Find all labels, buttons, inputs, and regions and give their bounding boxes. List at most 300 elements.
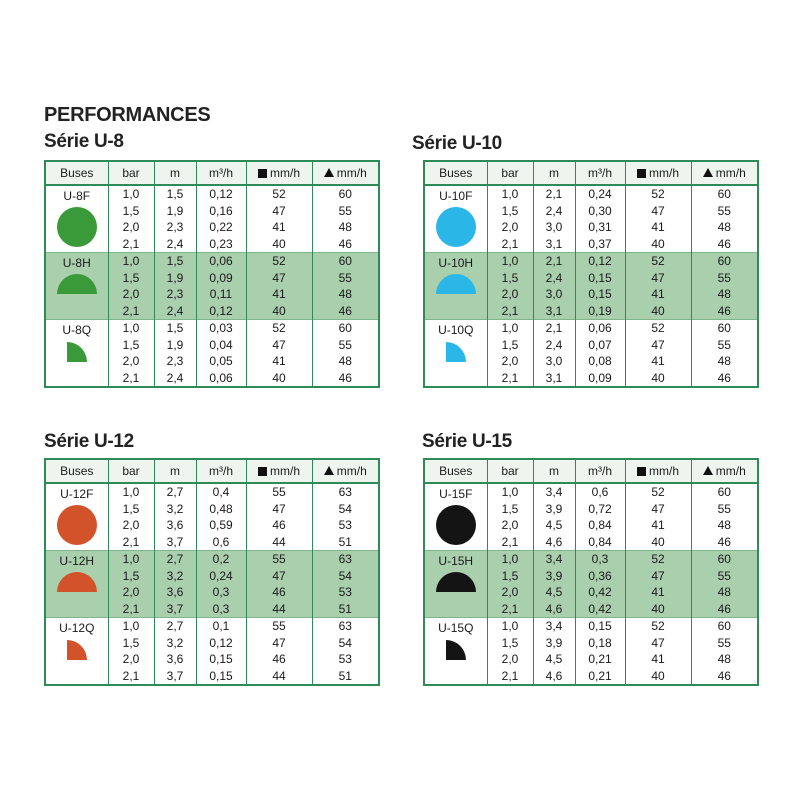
- table-cell: 60: [312, 320, 378, 337]
- table-cell: 52: [625, 618, 691, 635]
- nozzle-label: U-15F: [439, 487, 473, 501]
- table-cell: 55: [312, 337, 378, 354]
- column-header-label: mm/h: [336, 166, 367, 180]
- table-cell: 1,5: [487, 568, 533, 585]
- table-cell: 1,9: [154, 337, 196, 354]
- column-header: [425, 460, 487, 483]
- table-cell: 1,5: [154, 185, 196, 203]
- column-header: [425, 162, 487, 185]
- table-cell: 0,15: [196, 668, 246, 685]
- performance-table: [425, 162, 757, 386]
- nozzle-group: [46, 483, 378, 551]
- column-header-label: bar: [122, 166, 140, 180]
- table-cell: 3,9: [533, 568, 575, 585]
- table-cell: 41: [246, 353, 312, 370]
- table-cell: 0,06: [196, 370, 246, 387]
- table-cell: 1,5: [154, 320, 196, 337]
- performance-table: [46, 162, 378, 386]
- table-cell: 1,5: [487, 337, 533, 354]
- table-cell: 44: [246, 601, 312, 618]
- nozzle-cell: [46, 483, 108, 551]
- table-cell: 0,15: [196, 651, 246, 668]
- column-header-label: mm/h: [715, 166, 746, 180]
- nozzle-label: U-8Q: [62, 323, 92, 337]
- column-header: [196, 162, 246, 185]
- column-header: [46, 460, 108, 483]
- table-cell: 2,0: [487, 584, 533, 601]
- table-cell: 2,0: [108, 651, 154, 668]
- table-cell: 0,21: [575, 651, 625, 668]
- half-circle-nozzle-icon: [55, 571, 99, 593]
- column-header: [625, 162, 691, 185]
- table-row: [425, 618, 757, 635]
- table-cell: 2,3: [154, 286, 196, 303]
- table-cell: 2,1: [487, 601, 533, 618]
- table-cell: 2,0: [108, 286, 154, 303]
- table-cell: 46: [691, 370, 757, 387]
- table-cell: 47: [625, 501, 691, 518]
- table-cell: 3,4: [533, 618, 575, 635]
- table-cell: 1,0: [487, 483, 533, 501]
- table-cell: 54: [312, 501, 378, 518]
- table-cell: 0,05: [196, 353, 246, 370]
- table-cell: 3,7: [154, 534, 196, 551]
- table-row: [46, 618, 378, 635]
- column-header-label: m: [170, 166, 180, 180]
- column-header: [154, 460, 196, 483]
- table-cell: 0,2: [196, 551, 246, 568]
- half-circle-nozzle-icon: [434, 571, 478, 593]
- table-cell: 60: [691, 185, 757, 203]
- table-cell: 60: [691, 320, 757, 337]
- table-cell: 47: [625, 635, 691, 652]
- table-cell: 46: [691, 236, 757, 253]
- nozzle-group: [425, 253, 757, 320]
- table-cell: 0,59: [196, 517, 246, 534]
- nozzle-label: U-8F: [63, 189, 91, 203]
- table-cell: 1,0: [108, 253, 154, 270]
- table-cell: 0,06: [575, 320, 625, 337]
- table-cell: 3,0: [533, 219, 575, 236]
- table-cell: 3,6: [154, 517, 196, 534]
- table-cell: 48: [691, 286, 757, 303]
- series-title-u12: Série U-12: [44, 431, 134, 452]
- nozzle-cell: [425, 618, 487, 685]
- nozzle-cell: [46, 551, 108, 618]
- table-cell: 0,30: [575, 203, 625, 220]
- table-cell: 2,1: [108, 370, 154, 387]
- nozzle-cell: [425, 551, 487, 618]
- table-cell: 3,9: [533, 635, 575, 652]
- table-cell: 48: [312, 353, 378, 370]
- table-cell: 55: [312, 270, 378, 287]
- table-cell: 1,5: [108, 501, 154, 518]
- table-cell: 0,6: [196, 534, 246, 551]
- table-cell: 47: [246, 203, 312, 220]
- full-circle-nozzle-icon: [56, 504, 98, 546]
- table-cell: 41: [625, 286, 691, 303]
- table-cell: 40: [625, 668, 691, 685]
- triangle-icon: [703, 466, 713, 475]
- column-header: [46, 162, 108, 185]
- table-cell: 52: [625, 253, 691, 270]
- table-cell: 51: [312, 668, 378, 685]
- table-cell: 0,11: [196, 286, 246, 303]
- header-row: [46, 460, 378, 483]
- nozzle-cell: [425, 320, 487, 387]
- table-cell: 2,4: [533, 337, 575, 354]
- table-cell: 2,4: [533, 270, 575, 287]
- table-cell: 55: [691, 337, 757, 354]
- table-cell: 47: [625, 568, 691, 585]
- series-title-u10: Série U-10: [412, 133, 502, 154]
- nozzle-group: [425, 618, 757, 685]
- table-cell: 3,1: [533, 303, 575, 320]
- nozzle-label: U-12H: [59, 554, 95, 568]
- table-cell: 46: [312, 370, 378, 387]
- table-cell: 47: [625, 203, 691, 220]
- half-circle-nozzle-icon: [434, 273, 478, 295]
- table-cell: 1,0: [487, 253, 533, 270]
- triangle-icon: [703, 168, 713, 177]
- table-cell: 2,7: [154, 618, 196, 635]
- table-cell: 0,16: [196, 203, 246, 220]
- table-cell: 1,5: [487, 203, 533, 220]
- column-header-label: m: [549, 464, 559, 478]
- table-cell: 4,6: [533, 668, 575, 685]
- table-cell: 48: [691, 651, 757, 668]
- header-row: [46, 162, 378, 185]
- table-cell: 2,1: [108, 534, 154, 551]
- table-cell: 0,18: [575, 635, 625, 652]
- column-header-label: m: [170, 464, 180, 478]
- table-cell: 48: [691, 584, 757, 601]
- table-cell: 51: [312, 601, 378, 618]
- nozzle-label: U-15Q: [438, 621, 474, 635]
- table-cell: 0,1: [196, 618, 246, 635]
- column-header: [575, 162, 625, 185]
- table-cell: 48: [691, 219, 757, 236]
- table-cell: 1,5: [154, 253, 196, 270]
- square-icon: [637, 169, 646, 178]
- column-header-label: mm/h: [649, 464, 679, 478]
- table-cell: 1,0: [487, 618, 533, 635]
- table-cell: 4,5: [533, 517, 575, 534]
- table-row: [425, 483, 757, 501]
- table-cell: 0,4: [196, 483, 246, 501]
- quarter-circle-nozzle-icon: [65, 638, 89, 662]
- table-cell: 0,3: [575, 551, 625, 568]
- table-cell: 1,0: [108, 618, 154, 635]
- table-cell: 0,19: [575, 303, 625, 320]
- table-cell: 0,22: [196, 219, 246, 236]
- table-cell: 1,0: [487, 551, 533, 568]
- table-cell: 0,36: [575, 568, 625, 585]
- table-cell: 54: [312, 568, 378, 585]
- page-title: PERFORMANCES: [44, 104, 211, 126]
- table-cell: 55: [246, 483, 312, 501]
- column-header: [691, 460, 757, 483]
- performance-table: [425, 460, 757, 684]
- nozzle-label: U-15H: [438, 554, 474, 568]
- table-cell: 2,1: [108, 668, 154, 685]
- nozzle-group: [46, 253, 378, 320]
- series-title-u15: Série U-15: [422, 431, 512, 452]
- table-cell: 46: [246, 584, 312, 601]
- table-cell: 2,1: [533, 253, 575, 270]
- nozzle-group: [425, 320, 757, 387]
- table-cell: 0,72: [575, 501, 625, 518]
- table-cell: 2,7: [154, 483, 196, 501]
- column-header-label: m³/h: [588, 166, 612, 180]
- table-cell: 2,4: [154, 303, 196, 320]
- table-cell: 0,42: [575, 584, 625, 601]
- table-cell: 47: [246, 501, 312, 518]
- table-cell: 55: [246, 618, 312, 635]
- table-row: [425, 320, 757, 337]
- table-cell: 51: [312, 534, 378, 551]
- table-cell: 55: [312, 203, 378, 220]
- table-cell: 40: [625, 236, 691, 253]
- nozzle-group: [46, 185, 378, 253]
- nozzle-label: U-10F: [439, 189, 473, 203]
- column-header-label: Buses: [439, 464, 473, 478]
- table-cell: 41: [246, 219, 312, 236]
- column-header: [533, 162, 575, 185]
- column-header-label: m³/h: [209, 166, 233, 180]
- table-cell: 2,3: [154, 353, 196, 370]
- table-cell: 41: [625, 651, 691, 668]
- column-header-label: mm/h: [336, 464, 367, 478]
- table-cell: 53: [312, 517, 378, 534]
- nozzle-group: [46, 320, 378, 387]
- table-cell: 0,3: [196, 584, 246, 601]
- table-cell: 2,0: [487, 517, 533, 534]
- table-cell: 0,12: [575, 253, 625, 270]
- column-header-label: mm/h: [649, 166, 679, 180]
- table-cell: 46: [312, 236, 378, 253]
- table-cell: 2,0: [108, 353, 154, 370]
- table-cell: 46: [691, 303, 757, 320]
- performance-table-u15: [423, 458, 759, 686]
- table-cell: 0,3: [196, 601, 246, 618]
- table-cell: 40: [246, 303, 312, 320]
- half-circle-nozzle-icon: [55, 273, 99, 295]
- table-cell: 1,5: [108, 270, 154, 287]
- table-cell: 2,1: [108, 236, 154, 253]
- column-header: [533, 460, 575, 483]
- full-circle-nozzle-icon: [435, 504, 477, 546]
- table-cell: 0,84: [575, 534, 625, 551]
- nozzle-cell: [46, 253, 108, 320]
- table-cell: 2,1: [108, 601, 154, 618]
- table-cell: 0,06: [196, 253, 246, 270]
- table-cell: 55: [691, 270, 757, 287]
- column-header-label: mm/h: [270, 166, 300, 180]
- table-cell: 40: [246, 236, 312, 253]
- header-row: [425, 162, 757, 185]
- column-header-label: m: [549, 166, 559, 180]
- nozzle-label: U-8H: [62, 256, 91, 270]
- quarter-circle-nozzle-icon: [444, 340, 468, 364]
- table-row: [425, 551, 757, 568]
- table-cell: 46: [691, 668, 757, 685]
- table-cell: 2,0: [487, 651, 533, 668]
- table-cell: 41: [625, 353, 691, 370]
- table-cell: 52: [246, 185, 312, 203]
- performance-table-u10: [423, 160, 759, 388]
- column-header: [312, 460, 378, 483]
- table-row: [46, 185, 378, 203]
- nozzle-group: [425, 551, 757, 618]
- column-header: [154, 162, 196, 185]
- table-cell: 1,5: [108, 337, 154, 354]
- table-cell: 1,9: [154, 270, 196, 287]
- table-cell: 53: [312, 584, 378, 601]
- nozzle-group: [425, 185, 757, 253]
- table-cell: 2,1: [487, 534, 533, 551]
- table-cell: 0,6: [575, 483, 625, 501]
- nozzle-label: U-10H: [438, 256, 474, 270]
- table-cell: 63: [312, 618, 378, 635]
- table-cell: 1,9: [154, 203, 196, 220]
- table-row: [425, 185, 757, 203]
- nozzle-group: [46, 618, 378, 685]
- table-cell: 0,21: [575, 668, 625, 685]
- column-header-label: bar: [501, 464, 519, 478]
- table-cell: 47: [246, 270, 312, 287]
- table-cell: 0,42: [575, 601, 625, 618]
- table-cell: 0,24: [575, 185, 625, 203]
- table-cell: 60: [691, 618, 757, 635]
- table-cell: 3,4: [533, 551, 575, 568]
- table-cell: 46: [246, 651, 312, 668]
- table-cell: 4,6: [533, 534, 575, 551]
- nozzle-cell: [46, 618, 108, 685]
- table-cell: 44: [246, 534, 312, 551]
- column-header-label: m³/h: [209, 464, 233, 478]
- table-cell: 1,5: [108, 635, 154, 652]
- table-cell: 3,0: [533, 353, 575, 370]
- column-header: [312, 162, 378, 185]
- series-title-u8: Série U-8: [44, 131, 124, 152]
- table-cell: 47: [625, 337, 691, 354]
- table-cell: 44: [246, 668, 312, 685]
- table-cell: 0,15: [575, 618, 625, 635]
- table-cell: 3,6: [154, 584, 196, 601]
- table-row: [46, 483, 378, 501]
- table-cell: 52: [246, 253, 312, 270]
- table-cell: 2,0: [487, 353, 533, 370]
- table-cell: 47: [625, 270, 691, 287]
- table-cell: 55: [691, 203, 757, 220]
- column-header: [487, 162, 533, 185]
- table-cell: 1,0: [487, 320, 533, 337]
- column-header-label: Buses: [60, 166, 94, 180]
- table-cell: 41: [625, 584, 691, 601]
- table-cell: 52: [625, 185, 691, 203]
- table-cell: 0,48: [196, 501, 246, 518]
- column-header-label: Buses: [439, 166, 473, 180]
- column-header: [691, 162, 757, 185]
- table-cell: 1,5: [108, 568, 154, 585]
- table-cell: 3,9: [533, 501, 575, 518]
- column-header-label: mm/h: [715, 464, 746, 478]
- table-cell: 60: [691, 253, 757, 270]
- table-cell: 46: [691, 534, 757, 551]
- table-cell: 40: [625, 601, 691, 618]
- nozzle-cell: [425, 483, 487, 551]
- column-header: [246, 162, 312, 185]
- table-cell: 40: [625, 534, 691, 551]
- table-cell: 46: [312, 303, 378, 320]
- nozzle-group: [425, 483, 757, 551]
- table-cell: 2,0: [487, 219, 533, 236]
- performance-table-u8: [44, 160, 380, 388]
- table-cell: 0,37: [575, 236, 625, 253]
- table-cell: 60: [312, 185, 378, 203]
- table-cell: 63: [312, 483, 378, 501]
- column-header: [575, 460, 625, 483]
- table-cell: 3,7: [154, 668, 196, 685]
- table-row: [46, 551, 378, 568]
- table-cell: 1,5: [108, 203, 154, 220]
- table-cell: 1,5: [487, 635, 533, 652]
- table-cell: 52: [246, 320, 312, 337]
- table-cell: 40: [625, 370, 691, 387]
- square-icon: [258, 169, 267, 178]
- table-row: [425, 253, 757, 270]
- table-cell: 0,07: [575, 337, 625, 354]
- table-cell: 0,15: [575, 270, 625, 287]
- table-cell: 2,4: [533, 203, 575, 220]
- table-cell: 40: [246, 370, 312, 387]
- table-cell: 3,6: [154, 651, 196, 668]
- table-cell: 55: [691, 635, 757, 652]
- table-cell: 1,5: [487, 501, 533, 518]
- square-icon: [637, 467, 646, 476]
- column-header-label: Buses: [60, 464, 94, 478]
- table-cell: 55: [691, 568, 757, 585]
- table-cell: 3,1: [533, 370, 575, 387]
- table-cell: 2,1: [487, 303, 533, 320]
- table-cell: 55: [691, 501, 757, 518]
- full-circle-nozzle-icon: [56, 206, 98, 248]
- table-cell: 0,23: [196, 236, 246, 253]
- table-cell: 0,08: [575, 353, 625, 370]
- column-header-label: bar: [122, 464, 140, 478]
- table-cell: 2,1: [108, 303, 154, 320]
- table-cell: 0,31: [575, 219, 625, 236]
- quarter-circle-nozzle-icon: [444, 638, 468, 662]
- table-cell: 0,24: [196, 568, 246, 585]
- table-row: [46, 253, 378, 270]
- table-row: [46, 320, 378, 337]
- table-cell: 47: [246, 635, 312, 652]
- table-cell: 41: [246, 286, 312, 303]
- table-cell: 55: [246, 551, 312, 568]
- table-cell: 3,7: [154, 601, 196, 618]
- table-cell: 2,1: [533, 320, 575, 337]
- performance-table: [46, 460, 378, 684]
- table-cell: 4,6: [533, 601, 575, 618]
- table-cell: 2,0: [108, 219, 154, 236]
- nozzle-cell: [425, 253, 487, 320]
- table-cell: 47: [246, 337, 312, 354]
- full-circle-nozzle-icon: [435, 206, 477, 248]
- nozzle-label: U-12F: [60, 487, 94, 501]
- table-cell: 2,0: [108, 517, 154, 534]
